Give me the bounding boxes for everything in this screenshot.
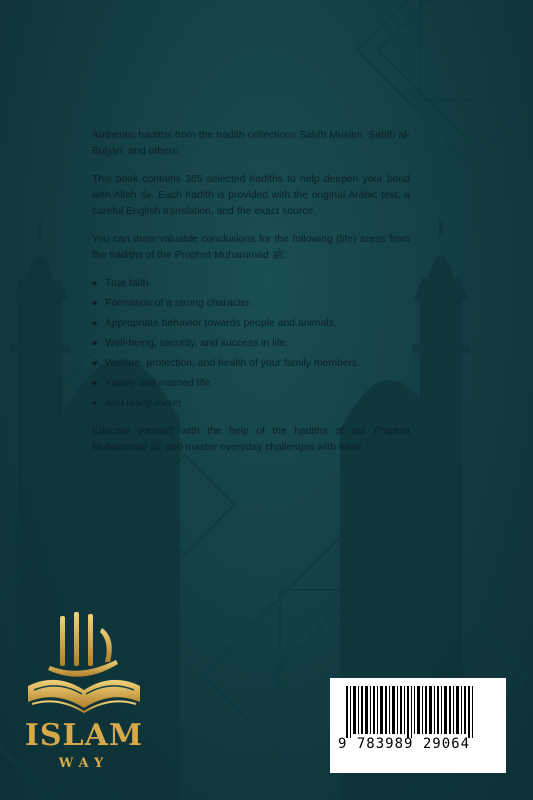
brand-subname: WAY [58,756,110,771]
isbn-barcode [330,678,506,773]
list-item: ◆ And many more! [92,396,410,412]
back-cover-text [92,128,410,468]
intro-paragraph: Authentic hadiths from the hadith collections Ṣaḥīḥ Muslim, Ṣaḥīḥ al-Buḫārī, and others. [92,130,410,157]
publisher-logo [20,608,148,778]
conclusions-intro-paragraph: You can draw valuable conclusions for the following (life) areas from the hadiths of the Prophet Muhammad ﷺ: [92,234,410,261]
description-paragraph: This book contains 365 selected hadiths to help deepen your bond with Allah ﷻ. Each hadith is provided with the original Arabic text, a careful English translation, and the exact source. [92,174,410,217]
barcode-icon [338,686,498,738]
brand-name: ISLAM [24,718,144,753]
list-item: ◆ Welfare, protection, and health of your family members. [92,356,410,372]
isbn-number: 9 783989 29064 [338,736,471,752]
open-book-icon [20,608,148,720]
list-item: ◆ Appropriate behavior towards people and animals. [92,316,410,332]
closing-paragraph: Educate yourself with the help of the hadiths of our Prophet Muhammad ﷺ and master everyday challenges with ease. [92,426,410,453]
list-item: ◆ Formation of a strong character. [92,296,410,312]
list-item: ◆ True faith. [92,276,410,292]
life-areas-list [92,276,410,412]
list-item: ◆ Well-being, security, and success in life. [92,336,410,352]
list-item: ◆ Family and married life. [92,376,410,392]
